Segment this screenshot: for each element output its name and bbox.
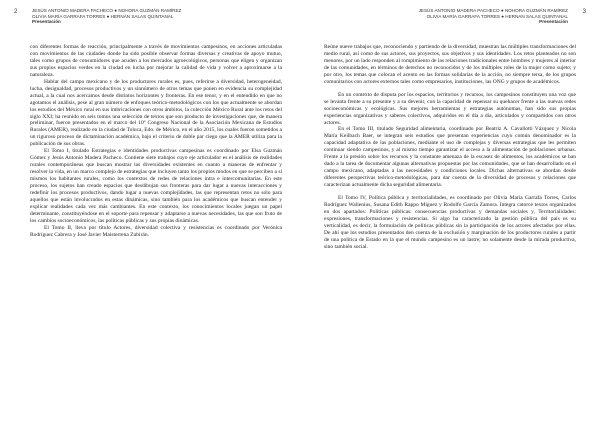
paragraph: El Tomo I, titulado Estrategias e identidades productivas campesinas es coordinado por Elsa Guzmán Gómez y Jesús Antonio Madera Pacheco. Contiene siete trabajos cuyo eje articulador es el análisis de realidades rurales contemporáneas que buscan mostrar las diversidades existentes en cuanto a maneras de enfrentar y resolver la vida, en un marco complejo de estrategias que incluyen tanto los propios modos en que se perciben a sí mismos los habitantes rurales, como los contextos de redes de relaciones intra e intercomunitarias. En este proceso, los sujetos han creado espacios que desdibujan sus fronteras para dar lugar a nuevas interacciones y redefinir los procesos productivos, dando lugar a nuevas complejidades, las que representan retos no sólo para aquellos que están involucrados en estas dinámicas, sino también para los académicos que buscan entender y explicar realidades cada vez más cambiantes. En este contexto, los conocimientos locales juegan un papel determinante, constituyéndose en el soporte para repensar y adaptarse a nuevas necesidades, las que son fruto de los cambios socioeconómicos, las políticas públicas y sus propias dinámicas. [30, 148, 282, 224]
right-page [300, 0, 600, 440]
paragraph: Hablar del campo mexicano y de los productores rurales es, pues, referirse a diversidad, heterogeneidad, lucha, desigualdad, procesos productivos y un sinnúmero de otros temas que ponen en evidencia su complejidad actual, a la cual nos acercamos desde distintos horizontes y fronteras. En ese tenor, y en el entendido en que no agotamos el análisis, pese al gran número de enfoques teórico-metodológicos con los que actualmente se abordan los estudios del México rural en sus imbricaciones con otros ámbitos, la colección México Rural ante los retos del siglo XXI; ha reunido en seis tomos una selección de textos que son producto de investigaciones que, de manera preliminar, fueron presentados en el marco del 10º Congreso Nacional de la Asociación Mexicana de Estudios Rurales (AMER), realizado en la ciudad de Toluca, Edo. de México, en el año 2015, los cuales fueron sometidos a un riguroso proceso de dictaminación académica, bajo el criterio de doble par ciego que la AMER utiliza para la publicación de sus obras. [30, 78, 282, 148]
header-section-title: Presentación [539, 19, 568, 25]
header-authors-line-1: JESÚS ANTONIO MADERA PACHECO ● NOHORA GUZMÁN RAMÍREZ [418, 8, 568, 13]
page-number: 2 [14, 9, 18, 15]
paragraph: Reúne nueve trabajos que, reconociendo y partiendo de la diversidad, muestran las múltiples transformaciones del medio rural, así como de sus actores, sus proyectos, sus objetivos y sus identidades. Los retos planteados no son menores, por un lado responden al rompimiento de las relaciones tradicionales entre hombres y mujeres al interior de las comunidades, en términos de derechos no reconocidos y de los múltiples roles de la mujer como sujeto; y por otro, los temas que colocan el acento en las formas solidarias de la acción, no siempre tersa, de los grupos comunitarios con actores externos tales como empresarios, instituciones, las ONG y grupos de académicos. [324, 44, 576, 85]
header-authors-line-1: JESÚS ANTONIO MADERA PACHECO ● NOHORA GUZMÁN RAMÍREZ [32, 8, 182, 13]
running-header [419, 8, 568, 25]
paragraph: En un contexto de disputa por los espacios, territorios y recursos, los campesinos constituyen una voz que se levanta frente a su presente y a su devenir, con la capacidad de repensar su quehacer frente a las nuevas redes socioeconómicas y ecológicas. Sus mejores herramientas y estrategias autónomas, han sido sus propias experiencias organizativas y saberes colectivos, adquiridos en el día a día, articulados y compartidos con otros actores. [324, 91, 576, 126]
body-text [30, 44, 282, 239]
paragraph: con diferentes formas de reacción, principalmente a través de movimientos campesinos, en acciones articuladas con movimientos de las ciudades donde ha sido posible observar formas diversas y creativas de apoyo mutuo, tales como grupos de consumidores que acuden a los mercados agroecológicos, personas que eligen y organizan sus propios espacios verdes en la ciudad en lucha por mejorar la calidad de vida y volver a aproximarse a la naturaleza. [30, 44, 282, 78]
page-number: 3 [582, 9, 586, 15]
paragraph: El Tomo IV, Política pública y territorialidades, es coordinado por Olivia María Garrafa Torres, Carlos Rodríguez Wallenius, Susana Edith Rappo Míguez y Rodolfo García Zamora. Integra catorce textos organizados en dos apartados: Políticas públicas: consecuencias productivas y demandas sociales y, Territorialidades: expresiones, transformaciones y resistencias. Si algo ha caracterizado la gestión pública del país es su verticalidad, es decir, la formulación de políticas públicas sin la participación de los actores afectados por ellas. De ahí que los estudios presentados den cuenta de la exclusión y marginación de los productores rurales a partir de una política de Estado en la que el mundo campesino es un lastre; no solamente desde la mirada productiva, sino también social. [324, 195, 576, 250]
header-authors-line-2: OLIVIA MARÍA GARRAFA TORRES ● HERNÁN SALAS QUINTANAL [32, 13, 174, 19]
body-text [324, 44, 576, 251]
header-authors-line-2: OLIVIA MARÍA GARRAFA TORRES ● HERNÁN SALAS QUINTANAL [426, 13, 568, 19]
paragraph: El Tomo II, lleva por título Actores, diversidad colectiva y resistencias es coordinado por Verónica Rodríguez Cabrera y José Javier Maisterrena Zubirán. [30, 224, 282, 238]
header-section-title: Presentación [32, 19, 61, 25]
paragraph: En el Tomo III, titulado Seguridad alimentaria, coordinado por Beatriz A. Cavallotti Vázquez y Nicola María Keilbach Baer, se integran seis estudios que presentan experiencias cuyo común denominador es la capacidad adaptativa de las poblaciones, mediante el uso de complejas y diversas estrategias que les permiten continuar siendo campesinos, y al mismo tiempo garantizar el acceso a la alimentación de poblaciones urbanas. Frente a la presión sobre los recursos y la constante amenaza de la escasez de alimentos, los académicos se han dado a la tarea de documentar algunas alternativas propuestas por las comunidades, que se han desarrollado en el campo mexicano, adaptadas a las necesidades y condiciones locales. Dichas alternativas se abordan desde diferentes perspectivas teórico-metodológicas, para dar cuenta de la diversidad de procesos y relaciones que caracterizan actualmente dicha seguridad alimentaria. [324, 126, 576, 189]
running-header [32, 8, 181, 25]
